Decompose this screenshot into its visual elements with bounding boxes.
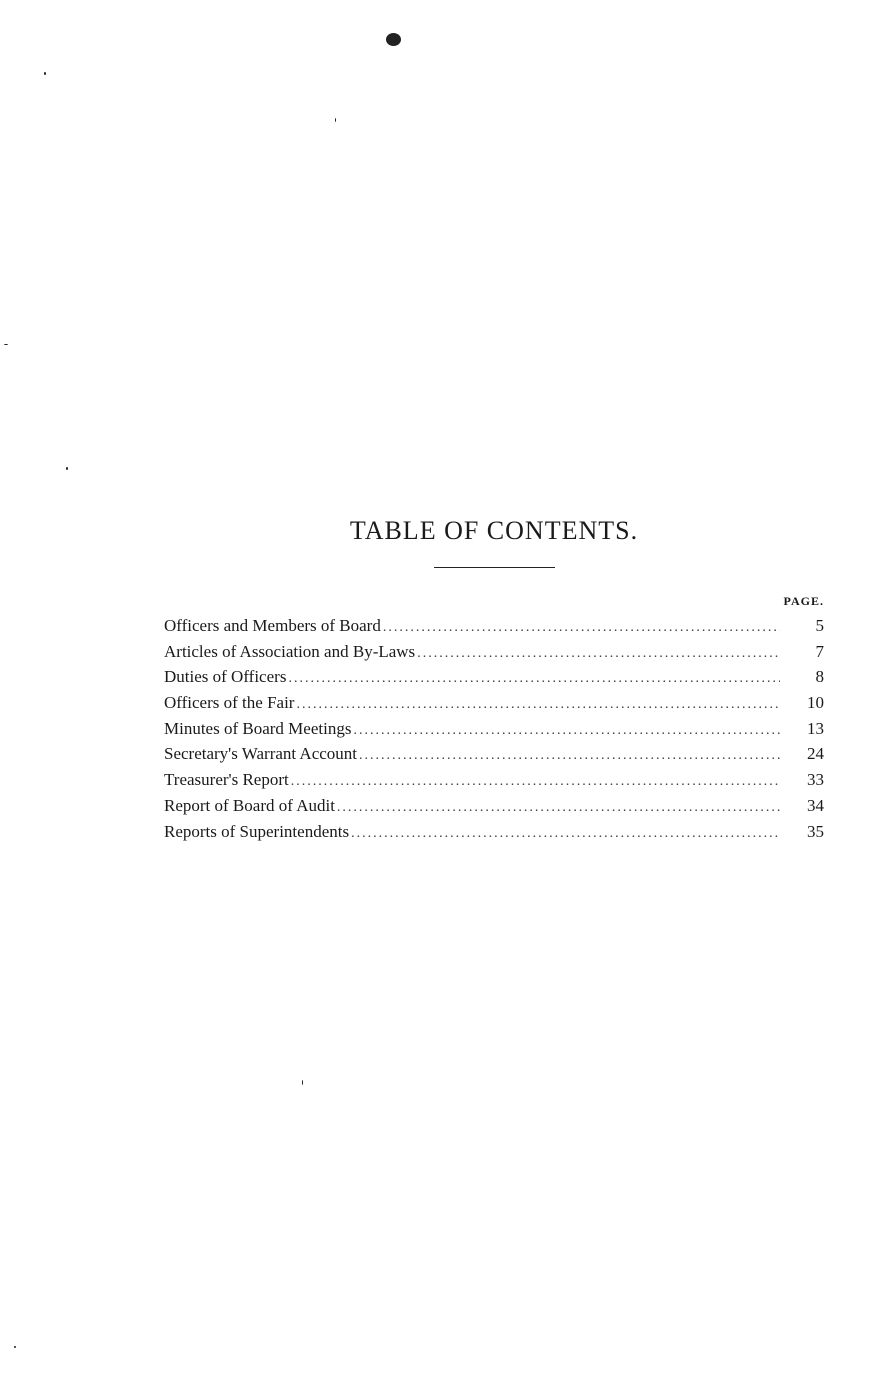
ink-blot xyxy=(386,33,401,46)
dot-leader xyxy=(291,769,780,795)
toc-entry xyxy=(164,716,824,742)
ink-speck xyxy=(14,1346,16,1348)
toc-entry-title: Officers of the Fair xyxy=(164,693,295,713)
ink-speck xyxy=(302,1080,303,1085)
dot-leader xyxy=(353,718,780,744)
toc-entry-page: 7 xyxy=(815,641,824,661)
dot-leader xyxy=(337,795,780,821)
toc-entry-page: 34 xyxy=(807,795,824,815)
toc-entry-title: Duties of Officers xyxy=(164,667,287,687)
dot-leader xyxy=(383,615,780,641)
toc-entry xyxy=(164,690,824,716)
dot-leader xyxy=(359,743,780,769)
toc-entry-title: Treasurer's Report xyxy=(164,770,289,790)
toc-entry xyxy=(164,819,824,845)
page-column-header: PAGE. xyxy=(783,594,824,608)
toc-entry-page: 35 xyxy=(807,821,824,841)
toc-entry-page: 10 xyxy=(807,693,824,713)
toc-entry-title: Officers and Members of Board xyxy=(164,616,381,635)
dot-leader xyxy=(351,821,780,847)
toc-entry-title: Secretary's Warrant Account xyxy=(164,744,358,764)
ink-speck xyxy=(66,467,68,470)
toc-entry xyxy=(164,793,824,819)
toc-entry-title: Reports of Superintendents xyxy=(164,821,350,841)
toc-entry-page: 5 xyxy=(815,616,824,635)
dot-leader xyxy=(288,666,780,692)
dot-leader xyxy=(296,692,780,718)
toc-entry xyxy=(164,664,824,690)
toc-entry xyxy=(164,613,824,639)
ink-speck xyxy=(335,118,336,122)
toc-entry-page: 24 xyxy=(807,744,824,764)
toc-entry-title: Articles of Association and By-Laws xyxy=(164,641,416,661)
page-title: TABLE OF CONTENTS. xyxy=(349,516,639,545)
ink-speck xyxy=(4,344,8,345)
toc-entry xyxy=(164,767,824,793)
toc-entry xyxy=(164,639,824,665)
ink-speck xyxy=(44,72,46,75)
toc-entry-page: 8 xyxy=(815,667,824,687)
toc-entry-page: 13 xyxy=(807,718,824,738)
toc-entry-title: Report of Board of Audit xyxy=(164,795,335,815)
toc-entry-page: 33 xyxy=(807,770,824,790)
dot-leader xyxy=(417,641,780,667)
table-of-contents xyxy=(164,613,824,844)
toc-entry-title: Minutes of Board Meetings xyxy=(164,718,352,738)
title-divider xyxy=(434,567,555,568)
toc-entry xyxy=(164,741,824,767)
